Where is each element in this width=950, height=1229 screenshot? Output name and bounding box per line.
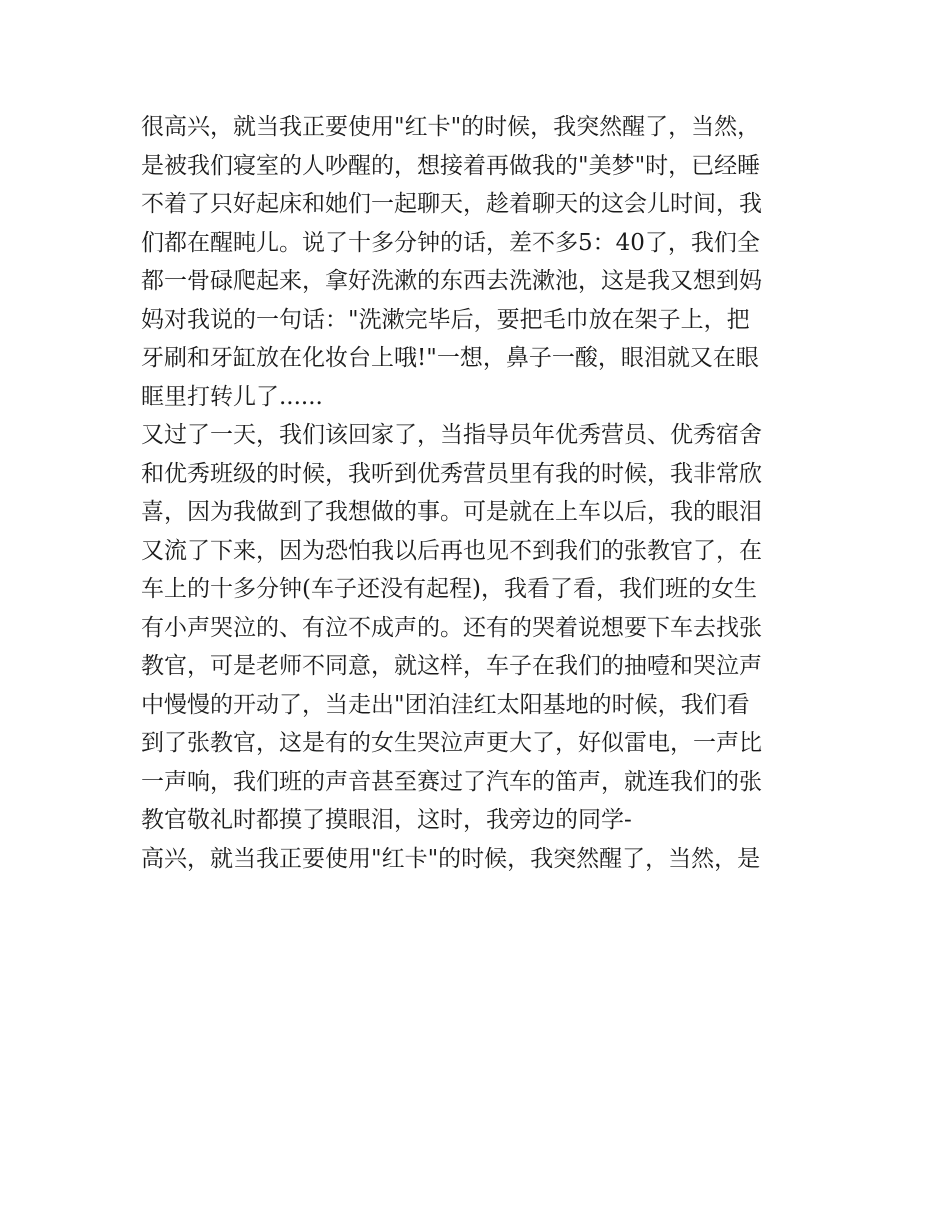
text-line: 高兴，就当我正要使用"红卡"的时候，我突然醒了，当然，是 [141,845,761,872]
text-line: 教官，可是老师不同意，就这样，车子在我们的抽噎和哭泣声 [141,653,762,679]
text-line: 眶里打转儿了...... [141,383,323,410]
text-line: 很高兴，就当我正要使用"红卡"的时候，我突然醒了，当然， [141,114,761,140]
text-line: 是被我们寝室的人吵醒的，想接着再做我的"美梦"时，已经睡 [141,152,761,179]
body-text [141,108,821,878]
text-line: 一声响，我们班的声音甚至赛过了汽车的笛声，就连我们的张 [141,768,762,795]
text-line: 们都在醒盹儿。说了十多分钟的话，差不多5：40了，我们全 [141,229,760,256]
text-line: 又流了下来，因为恐怕我以后再也见不到我们的张教官了，在 [141,537,762,564]
text-line: 到了张教官，这是有的女生哭泣声更大了，好似雷电，一声比 [141,730,762,756]
text-line: 喜，因为我做到了我想做的事。可是就在上车以后，我的眼泪 [141,499,762,525]
text-line: 都一骨碌爬起来，拿好洗漱的东西去洗漱池，这是我又想到妈 [141,268,762,294]
text-line: 妈对我说的一句话："洗漱完毕后，要把毛巾放在架子上，把 [141,306,750,333]
text-line: 又过了一天，我们该回家了，当指导员年优秀营员、优秀宿舍 [141,422,762,448]
text-line: 有小声哭泣的、有泣不成声的。还有的哭着说想要下车去找张 [141,614,762,641]
text-line: 车上的十多分钟(车子还没有起程)，我看了看，我们班的女生 [141,576,757,602]
text-line: 和优秀班级的时候，我听到优秀营员里有我的时候，我非常欣 [141,460,762,487]
text-line: 牙刷和牙缸放在化妆台上哦!"一想，鼻子一酸，眼泪就又在眼 [141,345,759,371]
text-line: 不着了只好起床和她们一起聊天，趁着聊天的这会儿时间，我 [141,191,762,217]
text-line: 教官敬礼时都摸了摸眼泪，这时，我旁边的同学- [141,807,632,833]
text-line: 中慢慢的开动了，当走出"团泊洼红太阳基地的时候，我们看 [141,691,750,718]
